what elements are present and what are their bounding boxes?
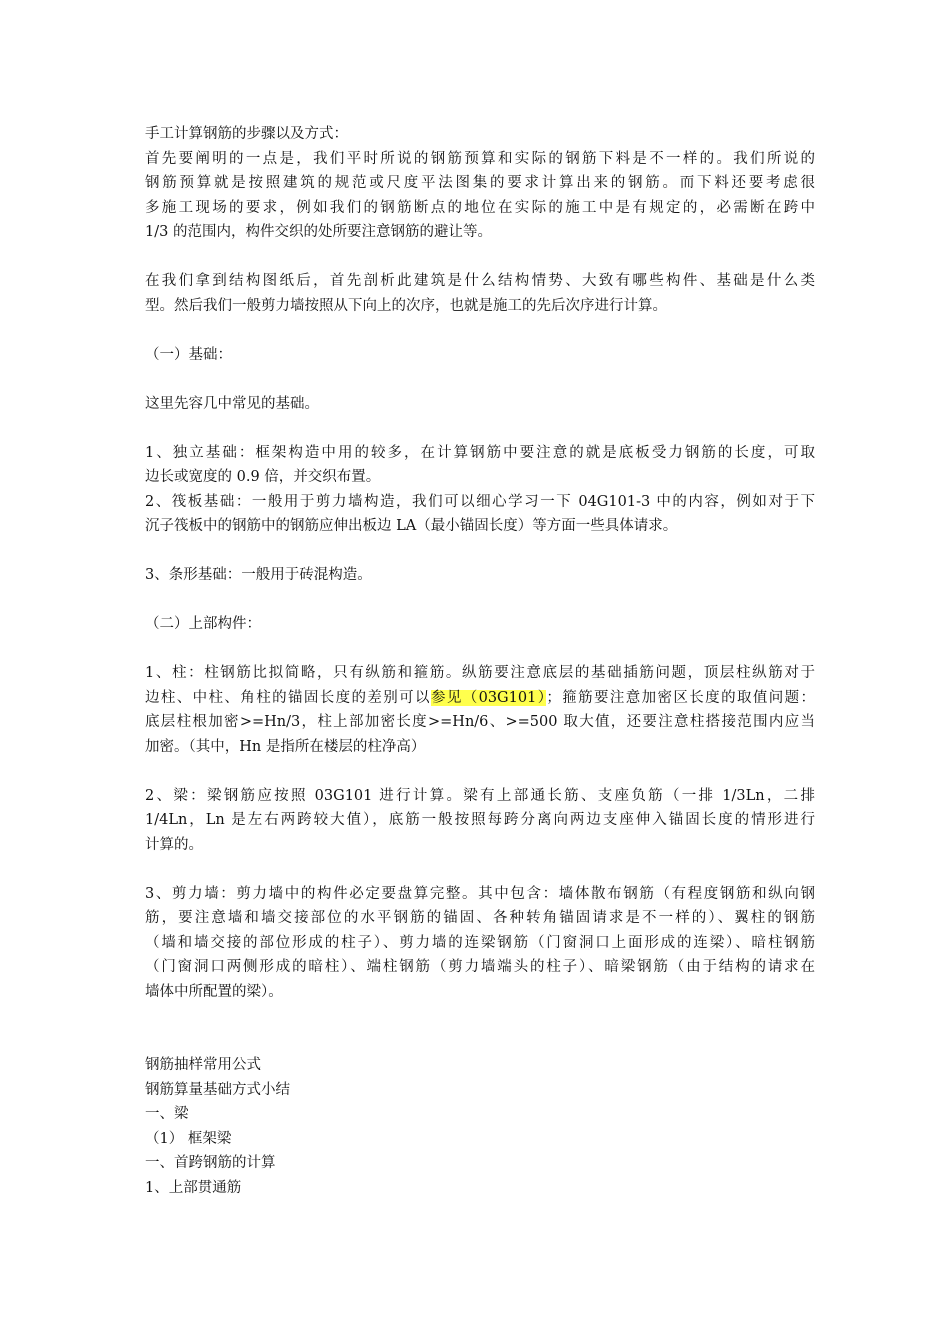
spacer (145, 1029, 815, 1054)
raft-foundation-line: 沉子筏板中的钢筋中的钢筋应伸出板边 LA（最小锚固长度）等方面一些具体请求。 (145, 518, 678, 534)
shear-wall-line: 3、剪力墙：剪力墙中的构件必定要盘算完整。其中包含：墙体散布钢筋（有程度钢筋和纵向钢 (145, 885, 815, 902)
intro-paragraph-line: 1/3 的范围内，构件交织的处所要注意钢筋的避让等。 (145, 224, 492, 240)
intro-paragraph-line: 首先要阐明的一点是，我们平时所说的钢筋预算和实际的钢筋下料是不一样的。我们所说的 (145, 150, 815, 167)
isolated-foundation-line: 1、独立基础：框架构造中用的较多，在计算钢筋中要注意的就是底板受力钢筋的长度，可取 (145, 444, 815, 461)
subsection-heading: 一、首跨钢筋的计算 (145, 1155, 276, 1171)
spacer (145, 318, 815, 343)
foundation-intro: 这里先容几中常见的基础。 (145, 395, 319, 412)
subsection-heading: （1） 框架梁 (145, 1130, 232, 1147)
spacer (145, 857, 815, 882)
column-line-text: 边柱、中柱、角柱的锚固长度的差别可以 (145, 689, 431, 706)
spacer (145, 539, 815, 564)
shear-wall-line: （墙和墙交接的部位形成的柱子）、剪力墙的连梁钢筋（门窗洞口上面形成的连梁）、暗柱钢筋 (145, 934, 815, 951)
foundation-heading: （一）基础： (145, 346, 232, 363)
spacer (145, 637, 815, 662)
upper-heading: （二）上部构件： (145, 616, 261, 632)
spacer (145, 367, 815, 392)
strip-foundation: 3、条形基础：一般用于砖混构造。 (145, 567, 372, 583)
structure-paragraph-line: 在我们拿到结构图纸后，首先剖析此建筑是什么结构情势、大致有哪些构件、基础是什么类 (145, 273, 815, 289)
formulas-title: 钢筋抽样常用公式 (145, 1057, 261, 1073)
document-body (145, 122, 815, 1200)
highlighted-reference: 参见（03G101） (430, 689, 547, 706)
spacer (145, 245, 815, 270)
spacer (145, 588, 815, 613)
beam-line: 2、梁：梁钢筋应按照 03G101 进行计算。梁有上部通长筋、支座负筋（一排 1/3Ln，二排 (145, 787, 815, 804)
shear-wall-line: （门窗洞口两侧形成的暗柱）、端柱钢筋（剪力墙端头的柱子）、暗梁钢筋（由于结构的请求在 (145, 959, 815, 975)
intro-paragraph-line: 多施工现场的要求，例如我们的钢筋断点的地位在实际的施工中是有规定的，必需断在跨中 (145, 199, 815, 216)
doc-title: 手工计算钢筋的步骤以及方式： (145, 126, 348, 142)
intro-paragraph-line: 钢筋预算就是按照建筑的规范或尺度平法图集的要求计算出来的钢筋。而下料还要考虑很 (145, 175, 815, 191)
beam-line: 计算的。 (145, 836, 203, 853)
formulas-subtitle: 钢筋算量基础方式小结 (145, 1081, 290, 1098)
raft-foundation-line: 2、筏板基础：一般用于剪力墙构造，我们可以细心学习一下 04G101-3 中的内容，例如对于下 (145, 493, 815, 510)
beam-line: 1/4Ln，Ln 是左右两跨较大值），底筋一般按照每跨分离向两边支座伸入锚固长度的情形进行 (145, 812, 815, 828)
subsection-heading: 1、上部贯通筋 (145, 1179, 242, 1196)
shear-wall-line: 墙体中所配置的梁）。 (145, 983, 283, 1000)
structure-paragraph-line: 型。然后我们一般剪力墙按照从下向上的次序，也就是施工的先后次序进行计算。 (145, 297, 667, 314)
shear-wall-line: 筋，要注意墙和墙交接部位的水平钢筋的锚固、各种转角锚固请求是不一样的）、翼柱的钢筋 (145, 910, 815, 926)
column-line: 底层柱根加密>=Hn/3，柱上部加密长度>=Hn/6、>=500 取大值，还要注意柱搭接范围内应当 (145, 714, 815, 730)
spacer (145, 759, 815, 784)
spacer (145, 416, 815, 441)
section-heading: 一、梁 (145, 1106, 189, 1122)
column-line (145, 686, 815, 711)
column-line: 加密。（其中，Hn 是指所在楼层的柱净高） (145, 738, 426, 755)
spacer (145, 1004, 815, 1029)
column-line: 1、柱：柱钢筋比拟简略，只有纵筋和箍筋。纵筋要注意底层的基础插筋问题，顶层柱纵筋对于 (145, 665, 815, 681)
isolated-foundation-line: 边长或宽度的 0.9 倍，并交织布置。 (145, 469, 381, 485)
column-line-text: ；箍筋要注意加密区长度的取值问题： (546, 689, 815, 706)
